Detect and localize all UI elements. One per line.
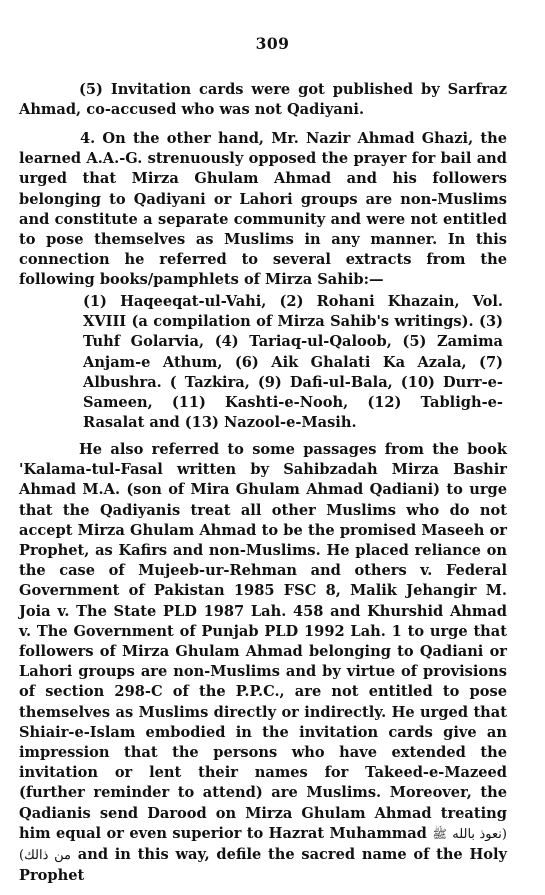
- page-number: 309: [255, 34, 290, 53]
- arabic-phrase: (نعوذ بالله من ذالك): [19, 826, 507, 864]
- paragraph-aag-arguments: 4. On the other hand, Mr. Nazir Ahmad Ghazi, the learned A.A.-G. strenuously opposed the prayer for bail and urged that Mirza Ghulam Ahmad and his followers belonging to Qadiyani or Lahori groups are non-Muslims and constitute a separate community and were not entitled to pose themselves as Muslims in any manner. In this connection he referred to several extracts from the following books/pamphlets of Mirza Sahib:—: [19, 130, 507, 289]
- paragraph-book-list: (1) Haqeeqat-ul-Vahi, (2) Rohani Khazain, Vol. XVIII (a compilation of Mirza Sahib's writings). (3) Tuhf Golarvia, (4) Tariaq-ul-Qaloob, (5) Zamima Anjam-e Athum, (6) Aik Ghalati Ka Azala, (7) Albushra. ( Tazkira, (9) Dafi-ul-Bala, (10) Durr-e-Sameen, (11) Kashti-e-Nooh, (12) Tabligh-e-Rasalat and (13) Nazool-e-Masih.: [83, 293, 503, 432]
- salutation-glyph: ﷺ: [432, 826, 447, 841]
- paragraph-further-references: [19, 440, 507, 886]
- paragraph-further-references-main: He also referred to some passages from the book 'Kalama-tul-Fasal written by Sahibzadah Mirza Bashir Ahmad M.A. (son of Mira Ghulam Ahmad Qadiani) to urge that the Qadiyanis treat all other Muslims who do not accept Mirza Ghulam Ahmad to be the promised Maseeh or Prophet, as Kafirs and non-Muslims. He placed reliance on the case of Mujeeb-ur-Rehman and others v. Federal Government of Pakistan 1985 FSC 8, Malik Jehangir M. Joia v. The State PLD 1987 Lah. 458 and Khurshid Ahmad v. The Government of Punjab PLD 1992 Lah. 1 to urge that followers of Mirza Ghulam Ahmad belonging to Qadiani or Lahori groups are non-Muslims and by virtue of provisions of section 298-C of the P.P.C., are not entitled to pose themselves as Muslims directly or indirectly. He urged that Shiair-e-Islam embodied in the invitation cards give an impression that the persons who have extended the invitation or lent their names for Takeed-e-Mazeed (further reminder to attend) are Muslims. Moreover, the Qadianis send Darood on Mirza Ghulam Ahmad treating him equal or even superior to Hazrat Muhammad: [19, 441, 507, 842]
- paragraph-further-references-end: and in this way, defile the sacred name of the Holy Prophet: [19, 846, 507, 885]
- paragraph-invitation-cards: (5) Invitation cards were got published by Sarfraz Ahmad, co-accused who was not Qadiyani.: [19, 81, 507, 119]
